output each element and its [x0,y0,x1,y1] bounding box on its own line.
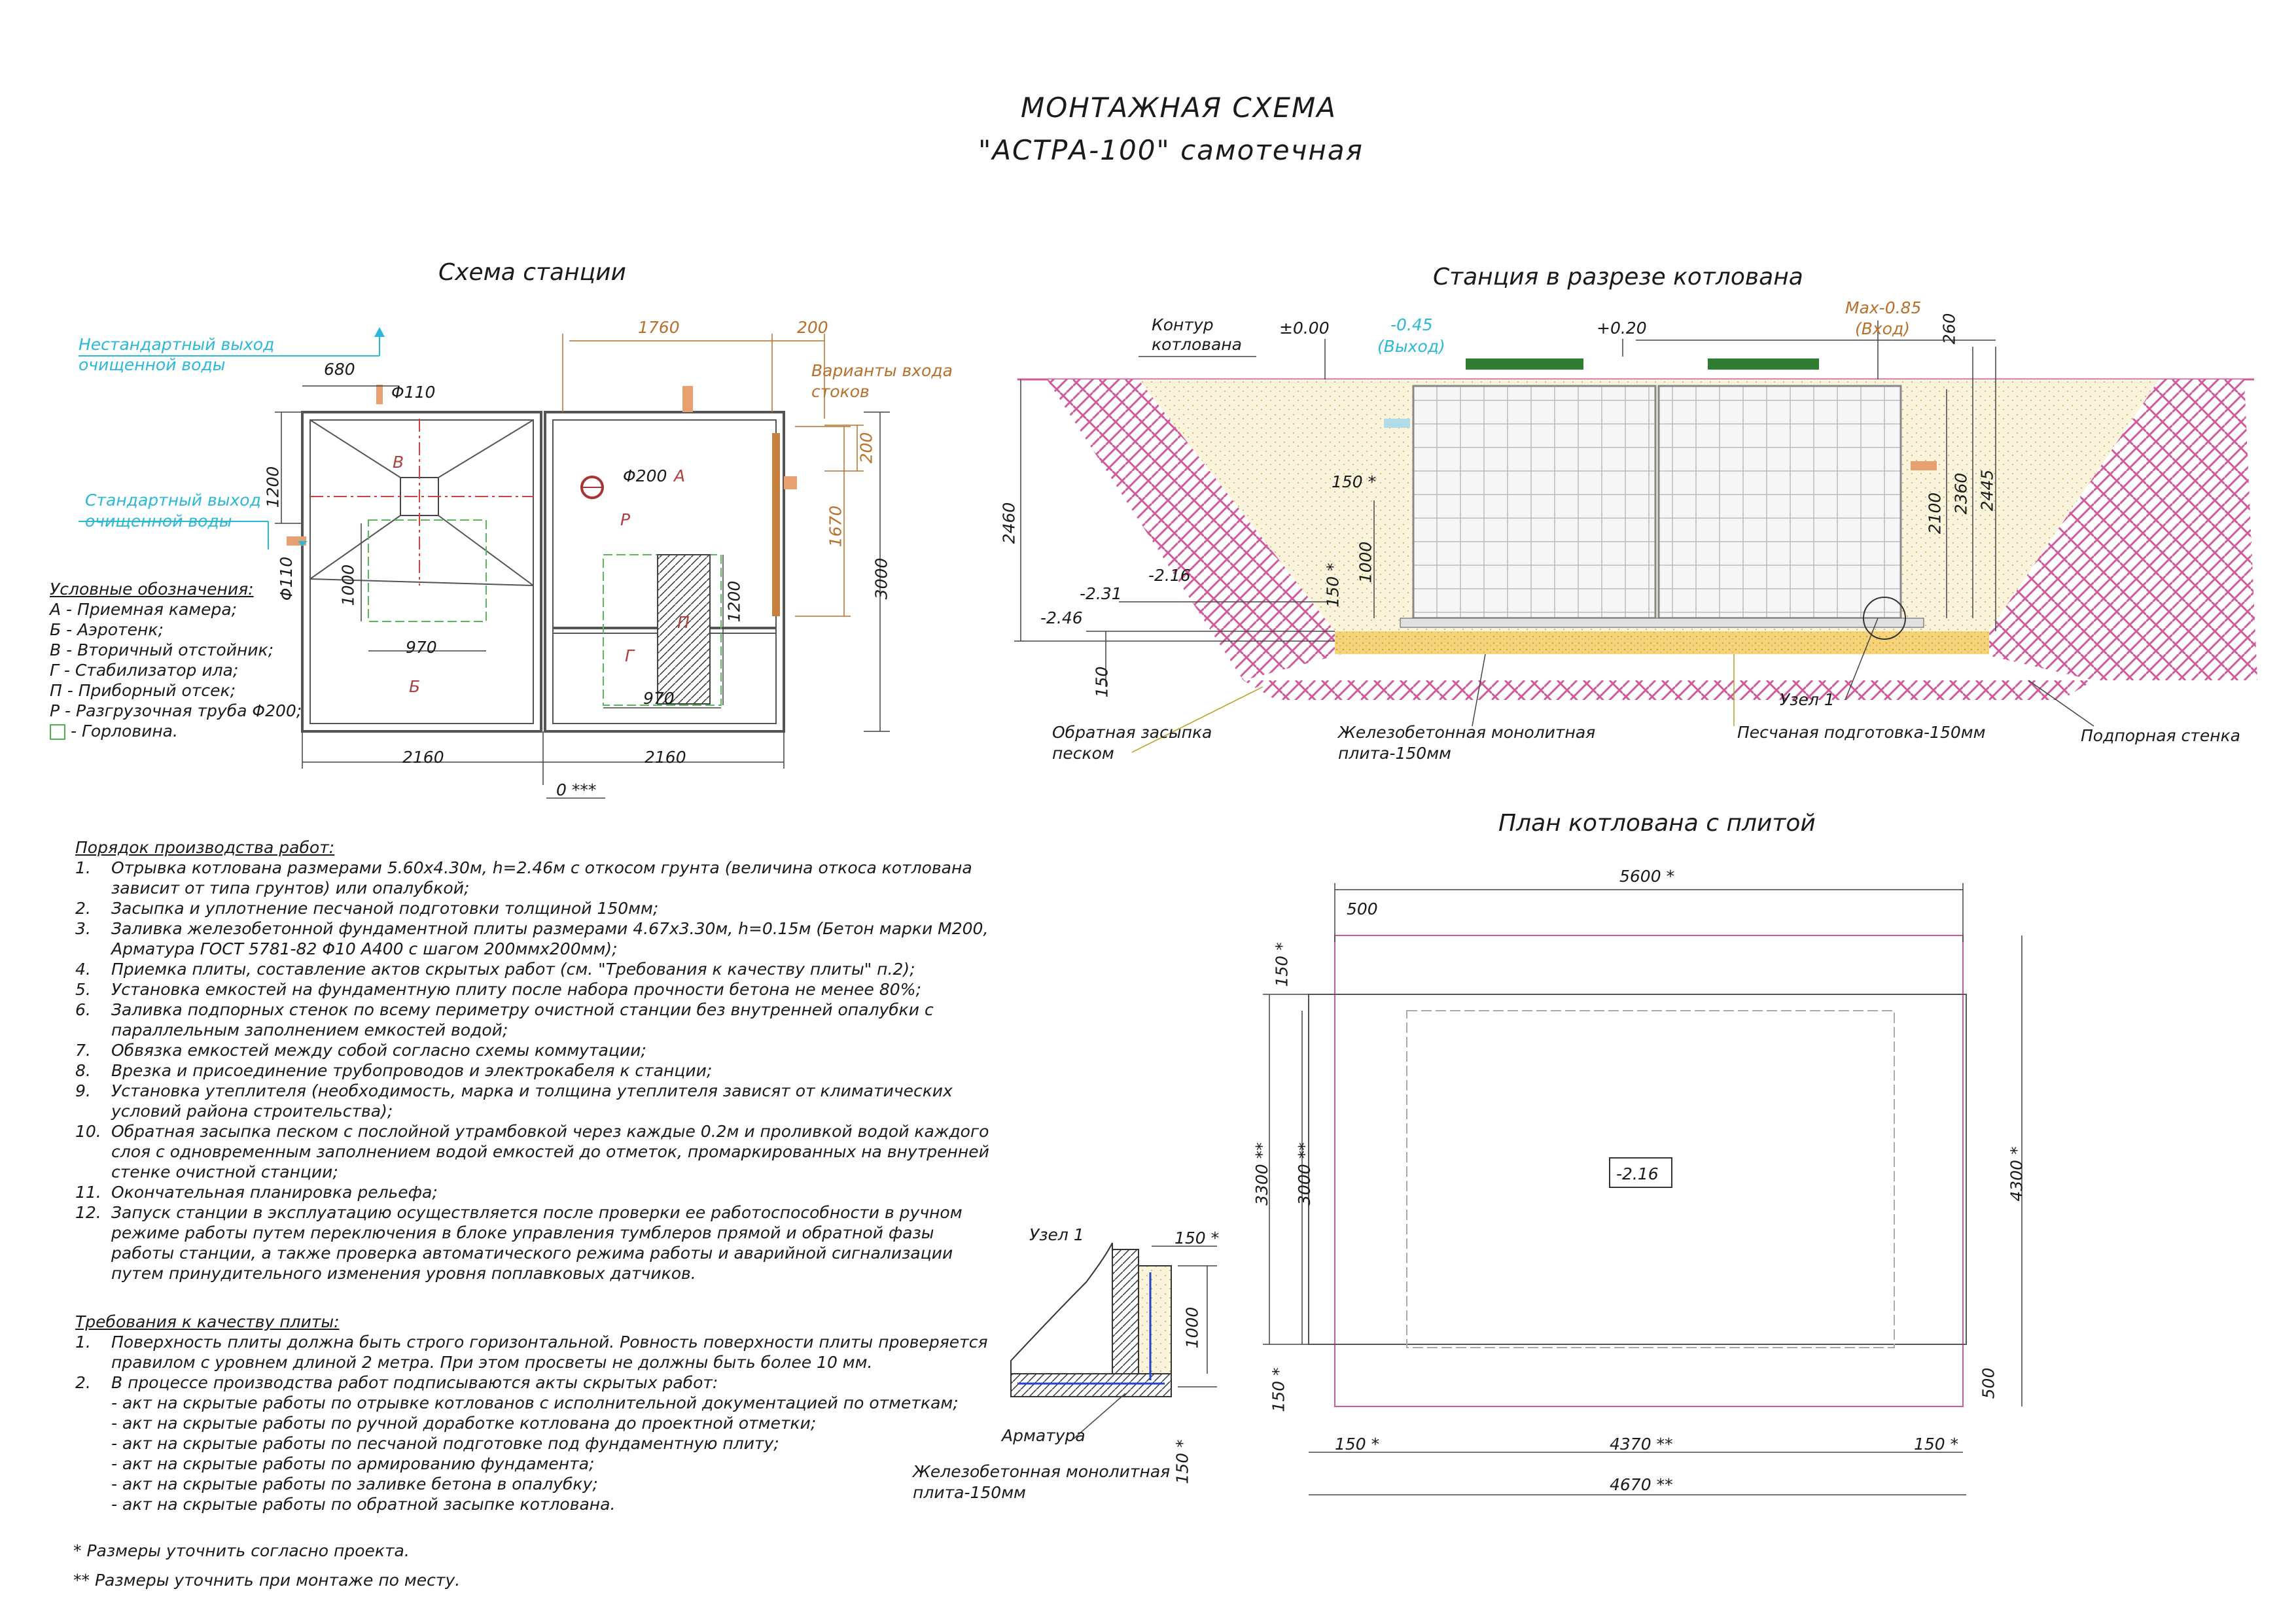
line-text: Запуск станции в эксплуатацию осуществляется после проверки ее работоспособности в ручном [111,1203,963,1222]
line-text: зависит от типа грунтов) или опалубкой; [111,879,470,898]
requirements-line [75,1413,988,1433]
line-number: 6. [75,1000,91,1019]
mark-inlet-label: (Вход) [1855,319,1911,338]
line-text: стенке очистной станции; [111,1162,338,1181]
plan-dim-4670: 4670 ** [1610,1475,1673,1494]
line-text: правилом с уровнем длиной 2 метра. При этом просветы не должны быть более 10 мм. [111,1353,873,1372]
line-text: путем принудительного изменения уровня поплавковых датчиков. [111,1264,696,1283]
procedure-line [75,878,989,898]
dim-1760: 1760 [638,318,680,337]
dim-zero: 0 *** [556,780,597,799]
node-rebar: Арматура [1002,1426,1086,1445]
title-line2: "АСТРА-100" самотечная [978,134,1364,166]
procedure-line [75,858,989,878]
line-number: 8. [75,1061,91,1080]
requirements-line [75,1474,988,1494]
procedure-line [75,1040,989,1060]
dim-2100: 2100 [1925,492,1945,534]
requirements-line [75,1332,988,1352]
line-text: Обратная засыпка песком с послойной утрамбовкой через каждые 0.2м и проливкой водой каждого [111,1122,989,1141]
marker-b: Б [409,677,421,696]
marker-v: В [393,453,404,472]
line-text: - акт на скрытые работы по отрывке котлованов с исполнительной документацией по отметкам; [111,1393,959,1412]
dim-2160-right: 2160 [645,748,686,767]
inlet-variants-2: стоков [811,382,870,401]
dim-970-right: 970 [643,689,675,708]
line-number: 7. [75,1041,91,1060]
marker-a: А [674,466,686,485]
section-heading: Станция в разрезе котлована [1433,264,1803,290]
line-text: Установка утеплителя (необходимость, марка и толщина утеплителя зависят от климатических [111,1081,953,1100]
mark-max: Max-0.85 [1845,298,1922,317]
legend-item-a: А - Приемная камера; [50,600,238,619]
legend-item-p: П - Приборный отсек; [50,681,236,700]
requirements-heading: Требования к качеству плиты: [75,1312,340,1331]
sand-label: Песчаная подготовка-150мм [1737,723,1986,742]
phi200: Φ200 [623,466,667,485]
mark-plus020: +0.20 [1597,319,1647,338]
dim-1000-scheme: 1000 [338,564,358,606]
dim-1200-right: 1200 [724,580,744,623]
line-text: В процессе производства работ подписываются акты скрытых работ: [111,1373,718,1392]
line-number: 11. [75,1183,101,1202]
line-text: Заливка подпорных стенок по всему периметру очистной станции без внутренней опалубки с [111,1000,934,1019]
line-text: Окончательная планировка рельефа; [111,1183,438,1202]
line-text: Засыпка и уплотнение песчаной подготовки толщиной 150мм; [111,899,659,918]
line-number: 5. [75,980,91,999]
backfill-label-1: Обратная засыпка [1052,723,1212,742]
line-text: Приемка плиты, составление актов скрытых работ (см. "Требования к качеству плиты" п.2); [111,960,915,979]
node-slab-1: Железобетонная монолитная [913,1462,1171,1481]
procedure-line [75,1060,989,1081]
legend-item-r: Р - Разгрузочная труба Φ200; [50,701,302,720]
procedure-line [75,1121,989,1142]
procedure-block [75,837,989,1283]
dim-680: 680 [324,360,355,379]
plan-heading: План котлована с плитой [1498,810,1816,837]
marker-p: П [677,613,690,632]
line-text: - акт на скрытые работы по ручной доработке котлована до проектной отметки; [111,1414,817,1433]
plan-dim-4300: 4300 * [2007,1146,2026,1202]
dim-1200-left: 1200 [263,466,283,508]
procedure-line [75,1081,989,1101]
requirements-line [75,1372,988,1393]
legend-item-v: В - Вторичный отстойник; [50,640,274,659]
legend [50,579,302,741]
plan-dim-150-top: 150 * [1272,942,1292,987]
pit-plan-drawing [1263,883,2022,1495]
line-text: - акт на скрытые работы по обратной засыпке котлована. [111,1495,616,1514]
mark-m216: -2.16 [1148,566,1191,585]
dim-150-c: 150 [1092,666,1112,698]
plan-dim-150-left: 150 * [1269,1367,1288,1412]
requirements-line [75,1454,988,1474]
line-text: работы станции, а также проверка автоматического режима работы и аварийной сигнализации [111,1244,953,1263]
requirements-block [75,1312,988,1514]
plan-dim-150-b: 150 * [1914,1435,1959,1454]
requirements-line [75,1393,988,1413]
procedure-line [75,1243,989,1263]
line-text: Врезка и присоединение трубопроводов и электрокабеля к станции; [111,1061,713,1080]
legend-item-b: Б - Аэротенк; [50,620,164,639]
requirements-line [75,1433,988,1454]
legend-item-g: Г - Стабилизатор ила; [50,661,239,680]
line-number: 1. [75,858,91,877]
plan-dim-3300: 3300 ** [1252,1142,1271,1206]
plan-dim-500-right: 500 [1979,1367,1998,1399]
line-text: слоя с одновременным заполнением водой емкостей до отметок, промаркированных на внутренней [111,1142,989,1161]
procedure-line [75,1020,989,1040]
procedure-line [75,959,989,979]
mark-outlet-label: (Выход) [1377,337,1445,356]
procedure-line [75,1162,989,1182]
dim-1000-section: 1000 [1356,541,1375,584]
node-dim-150-top: 150 * [1174,1229,1220,1248]
procedure-line [75,1202,989,1223]
legend-item-neck-label: - Горловина. [71,722,178,741]
procedure-line [75,1000,989,1020]
line-number: 9. [75,1081,91,1100]
slab-label-1: Железобетонная монолитная [1338,723,1596,742]
footnote-1: * Размеры уточнить согласно проекта. [73,1541,410,1560]
contour-label-2: котлована [1152,335,1242,354]
marker-g: Г [625,646,634,665]
plan-dim-3000: 3000 ** [1294,1142,1314,1206]
line-number: 1. [75,1333,91,1352]
line-text: Обвязка емкостей между собой согласно схемы коммутации; [111,1041,646,1060]
procedure-line [75,918,989,939]
line-number: 3. [75,919,91,938]
procedure-line [75,979,989,1000]
green-square-icon [50,724,65,740]
procedure-heading: Порядок производства работ: [75,838,335,857]
procedure-line [75,1263,989,1283]
plan-level: -2.16 [1616,1164,1659,1183]
dim-150-a: 150 * [1332,472,1377,491]
line-number: 2. [75,1373,91,1392]
phi110-left: Φ110 [277,556,296,601]
title-line1: МОНТАЖНАЯ СХЕМА [1021,92,1337,124]
dim-2445: 2445 [1977,469,1997,512]
backfill-label-2: песком [1052,744,1114,763]
procedure-line [75,1182,989,1202]
requirements-line [75,1352,988,1372]
footnote-2: ** Размеры уточнить при монтаже по месту. [73,1571,461,1590]
dim-200-top: 200 [797,318,828,337]
phi110-top: Φ110 [391,383,436,402]
contour-label-1: Контур [1152,315,1214,334]
line-text: - акт на скрытые работы по песчаной подготовке под фундаментную плиту; [111,1434,779,1453]
node-label: Узел 1 [1780,690,1835,709]
section-drawing [1014,321,2257,752]
outlet-nonstandard-2: очищенной воды [79,355,226,374]
dim-150-b: 150 * [1323,563,1343,608]
line-number: 10. [75,1122,101,1141]
node-dim-1000: 1000 [1182,1306,1202,1349]
mark-m246: -2.46 [1040,608,1083,627]
plan-dim-5600: 5600 * [1619,867,1675,886]
mark-zero: ±0.00 [1279,319,1330,338]
mark-m231: -2.31 [1080,584,1122,603]
line-text: Поверхность плиты должна быть строго горизонтальной. Ровность поверхности плиты проверяется [111,1333,988,1352]
procedure-line [75,1142,989,1162]
wall-label: Подпорная стенка [2081,726,2240,745]
dim-2360: 2360 [1951,472,1971,515]
line-text: параллельным заполнением емкостей водой; [111,1021,508,1039]
dim-970-left: 970 [406,638,437,657]
station-scheme-heading: Схема станции [438,259,626,286]
dim-2160-left: 2160 [402,748,444,767]
procedure-lines [75,858,989,1283]
procedure-line [75,898,989,918]
line-text: Отрывка котлована размерами 5.60x4.30м, h=2.46м с откосом грунта (величина откоса котлована [111,858,972,877]
outlet-standard-2: очищенной воды [85,512,232,531]
outlet-standard-1: Стандартный выход [85,491,261,510]
dim-260: 260 [1939,313,1959,345]
line-text: Арматура ГОСТ 5781-82 Φ10 А400 с шагом 200ммх200мм); [111,939,618,958]
line-number: 2. [75,899,91,918]
slab-label-2: плита-150мм [1338,744,1451,763]
line-number: 12. [75,1203,101,1222]
line-text: режиме работы путем переключения в блоке управления тумблеров прямой и обратной фазы [111,1223,934,1242]
line-text: Установка емкостей на фундаментную плиту после набора прочности бетона не менее 80%; [111,980,921,999]
legend-item-neck [50,721,302,741]
procedure-line [75,1101,989,1121]
plan-dim-500-top: 500 [1347,899,1378,918]
dim-1670: 1670 [826,505,845,548]
line-text: Заливка железобетонной фундаментной плиты размерами 4.67x3.30м, h=0.15м (Бетон марки М200, [111,919,989,938]
plan-dim-150-a: 150 * [1335,1435,1380,1454]
line-text: - акт на скрытые работы по заливке бетона в опалубку; [111,1475,598,1493]
legend-heading: Условные обозначения: [50,580,254,599]
line-number: 4. [75,960,91,979]
dim-2460: 2460 [999,502,1019,544]
node-heading: Узел 1 [1029,1225,1084,1244]
marker-r: Р [620,510,631,529]
node-dim-150-bottom: 150 * [1173,1439,1192,1484]
node-slab-2: плита-150мм [913,1483,1026,1502]
requirements-line [75,1494,988,1514]
dim-3000-scheme: 3000 [872,557,891,600]
procedure-line [75,939,989,959]
line-text: условий района строительства); [111,1102,393,1121]
mark-outlet: -0.45 [1390,315,1433,334]
dim-200-right: 200 [857,432,876,464]
outlet-nonstandard-1: Нестандартный выход [79,335,275,354]
plan-dim-4370: 4370 ** [1610,1435,1673,1454]
line-text: - акт на скрытые работы по армированию фундамента; [111,1454,595,1473]
inlet-variants-1: Варианты входа [811,361,953,380]
procedure-line [75,1223,989,1243]
